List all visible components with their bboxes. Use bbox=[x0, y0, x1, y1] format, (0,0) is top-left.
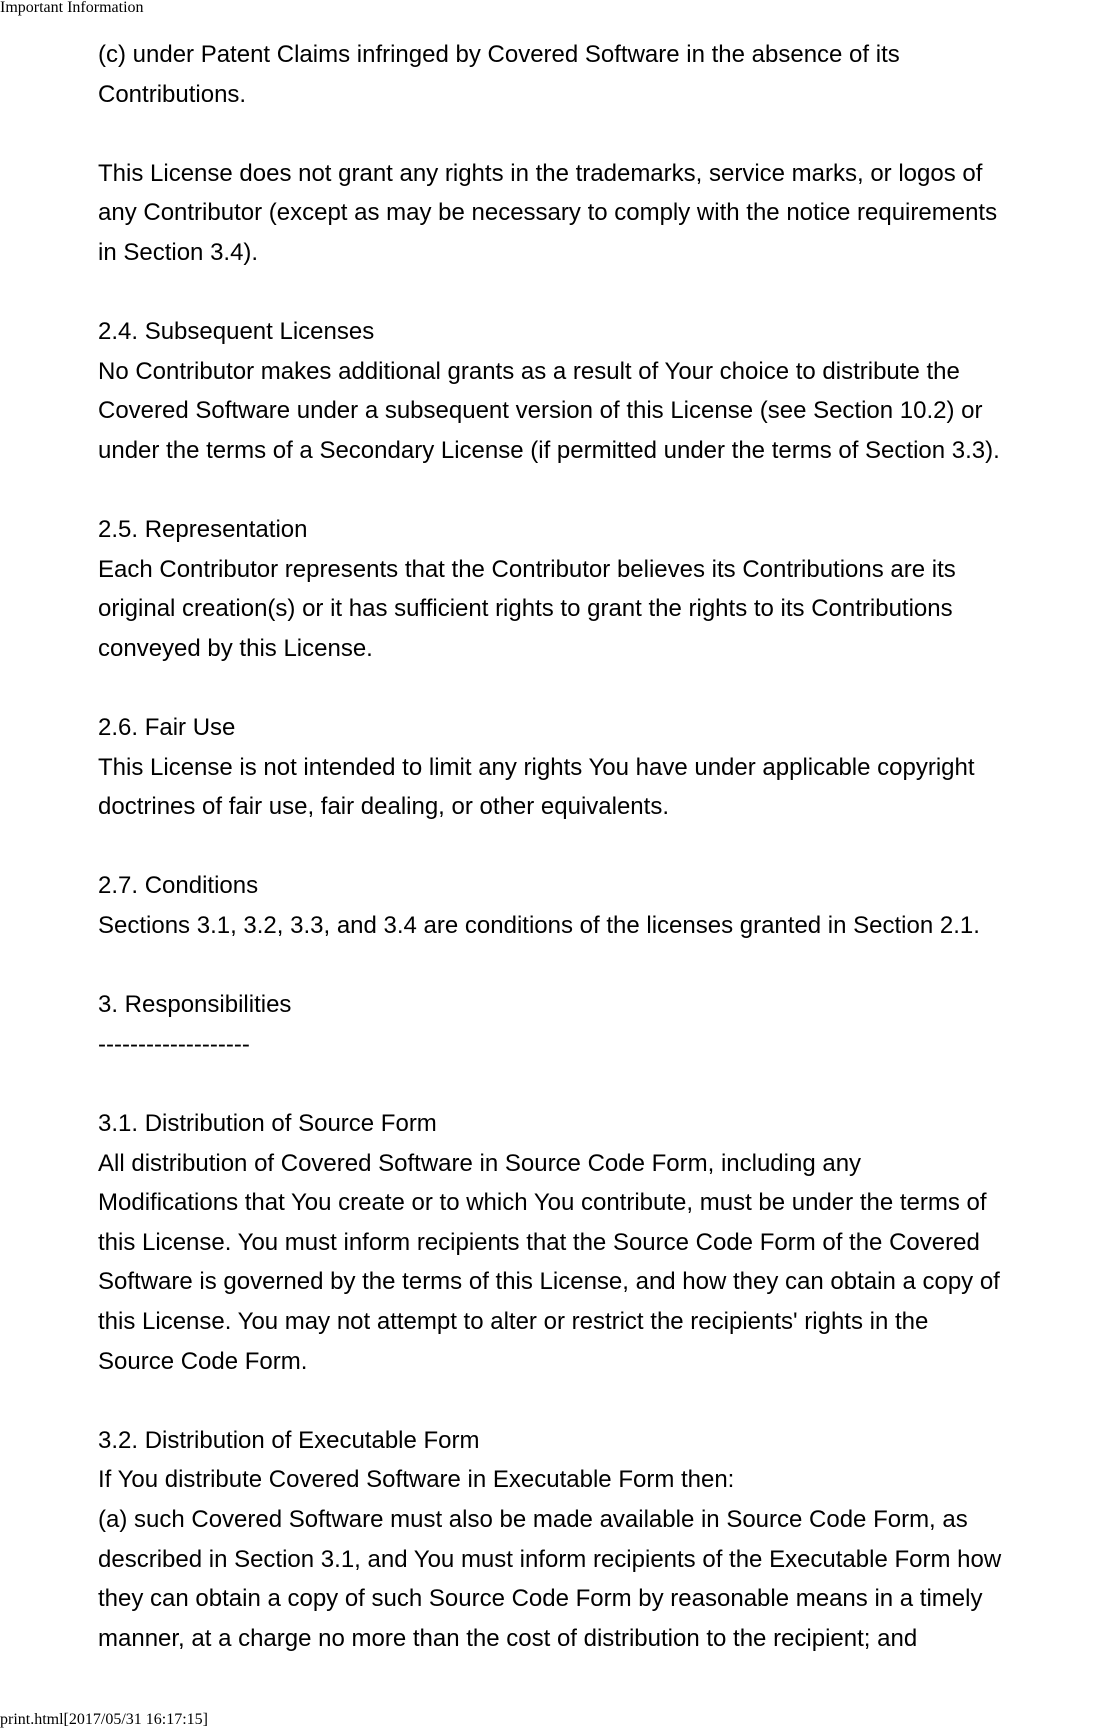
text-line: this License. You may not attempt to alter or restrict the recipients' rights in the bbox=[98, 1308, 929, 1335]
text-line: (c) under Patent Claims infringed by Covered Software in the absence of its bbox=[98, 41, 900, 68]
print-header-title: Important Information bbox=[0, 0, 144, 16]
section-heading: 2.4. Subsequent Licenses bbox=[98, 318, 375, 346]
blank-line bbox=[98, 1064, 1093, 1104]
text-line: doctrines of fair use, fair dealing, or other equivalents. bbox=[98, 793, 669, 821]
blank-line bbox=[98, 827, 1093, 867]
text-line: Source Code Form. bbox=[98, 1347, 308, 1375]
blank-line bbox=[98, 273, 1093, 313]
text-line: Covered Software under a subsequent version of this License (see Section 10.2) or bbox=[98, 397, 983, 425]
text-line: If You distribute Covered Software in Executable Form then: bbox=[98, 1466, 735, 1494]
section-heading: 3.2. Distribution of Executable Form bbox=[98, 1426, 480, 1454]
text-line: manner, at a charge no more than the cost of distribution to the recipient; and bbox=[98, 1624, 918, 1652]
text-line: described in Section 3.1, and You must inform recipients of the Executable Form how bbox=[98, 1545, 1002, 1573]
section-heading: 3. Responsibilities bbox=[98, 991, 292, 1019]
license-text bbox=[98, 35, 1093, 1658]
text-line: Modifications that You create or to which You contribute, must be under the terms of bbox=[98, 1189, 987, 1217]
blank-line bbox=[98, 114, 1093, 154]
text-line: original creation(s) or it has sufficient rights to grant the rights to its Contributions bbox=[98, 595, 953, 623]
text-line: they can obtain a copy of such Source Code Form by reasonable means in a timely bbox=[98, 1585, 983, 1613]
text-line: any Contributor (except as may be necessary to comply with the notice requirements bbox=[98, 199, 998, 227]
section-heading: 2.6. Fair Use bbox=[98, 714, 236, 742]
divider-line: ------------------- bbox=[98, 1030, 250, 1058]
text-line: All distribution of Covered Software in Source Code Form, including any bbox=[98, 1149, 862, 1177]
text-line: this License. You must inform recipients that the Source Code Form of the Covered bbox=[98, 1228, 980, 1256]
text-line: Sections 3.1, 3.2, 3.3, and 3.4 are conditions of the licenses granted in Section 2.1. bbox=[98, 912, 980, 940]
blank-line bbox=[98, 669, 1093, 709]
section-heading: 3.1. Distribution of Source Form bbox=[98, 1110, 437, 1138]
section-heading: 2.5. Representation bbox=[98, 516, 308, 544]
text-line: (a) such Covered Software must also be made available in Source Code Form, as bbox=[98, 1505, 968, 1533]
blank-line bbox=[98, 946, 1093, 986]
text-line: Software is governed by the terms of this License, and how they can obtain a copy of bbox=[98, 1268, 1000, 1296]
text-line: Each Contributor represents that the Contributor believes its Contributions are its bbox=[98, 555, 956, 583]
text-line: under the terms of a Secondary License (if permitted under the terms of Section 3.3). bbox=[98, 436, 1000, 464]
print-footer-source: print.html[2017/05/31 16:17:15] bbox=[0, 1711, 208, 1728]
section-heading: 2.7. Conditions bbox=[98, 872, 259, 900]
text-line: No Contributor makes additional grants as a result of Your choice to distribute the bbox=[98, 357, 960, 385]
text-line: in Section 3.4). bbox=[98, 238, 259, 266]
blank-line bbox=[98, 1381, 1093, 1421]
text-line: This License does not grant any rights in the trademarks, service marks, or logos of bbox=[98, 159, 983, 187]
blank-line bbox=[98, 471, 1093, 511]
text-line: Contributions. bbox=[98, 80, 247, 108]
text-line: conveyed by this License. bbox=[98, 634, 373, 662]
text-line: This License is not intended to limit any rights You have under applicable copyright bbox=[98, 753, 975, 781]
